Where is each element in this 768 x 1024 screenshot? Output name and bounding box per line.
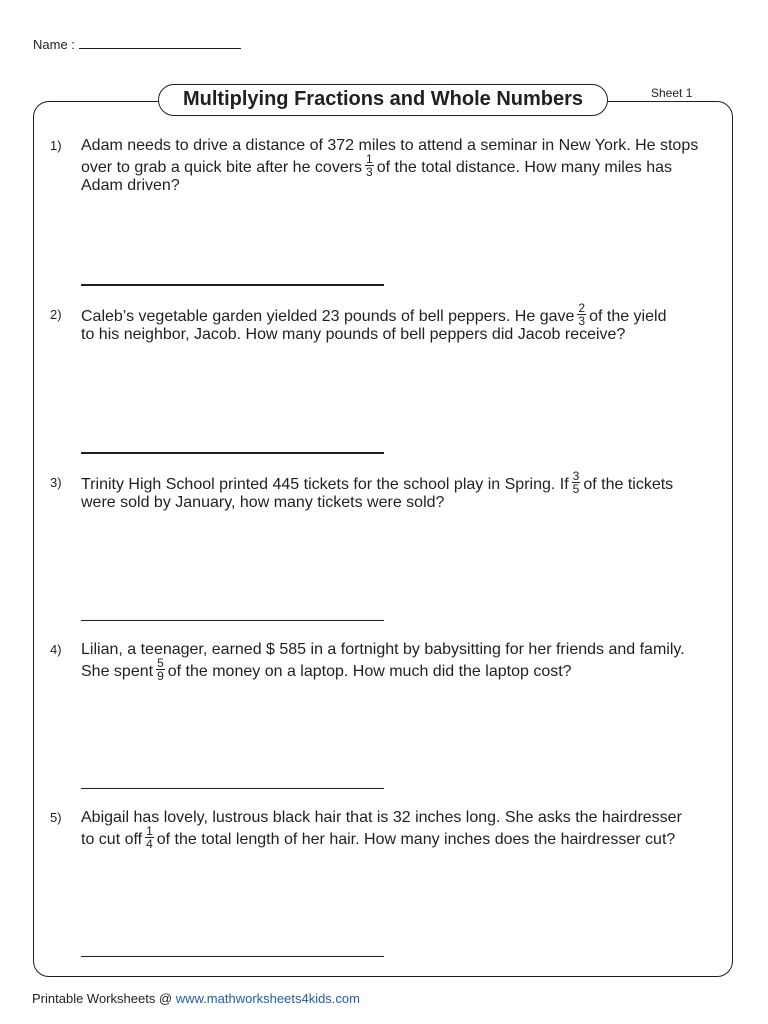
answer-line[interactable] [81, 452, 384, 454]
name-label: Name : [33, 37, 75, 52]
fraction [365, 154, 374, 178]
name-row [33, 36, 241, 52]
question-text-line: to his neighbor, Jacob. How many pounds of bell peppers did Jacob receive? [81, 326, 626, 343]
question-text-line: Adam driven? [81, 177, 180, 194]
question-text-line: Abigail has lovely, lustrous black hair that is 32 inches long. She asks the hairdresser [81, 809, 682, 826]
fraction [145, 826, 154, 850]
worksheet-title: Multiplying Fractions and Whole Numbers [158, 84, 608, 116]
fraction-numerator: 1 [146, 824, 153, 838]
question-number: 4) [50, 642, 62, 657]
answer-line[interactable] [81, 956, 384, 957]
question-text: She spent [81, 663, 154, 681]
question-text: of the tickets [583, 476, 674, 494]
answer-line[interactable] [81, 620, 384, 621]
answer-line[interactable] [81, 788, 384, 789]
fraction-numerator: 3 [572, 469, 580, 483]
question-number: 5) [50, 810, 62, 825]
name-blank-line[interactable] [79, 36, 241, 49]
fraction [156, 658, 165, 682]
fraction-denominator: 4 [146, 837, 153, 851]
question-text-line [81, 824, 729, 852]
question-text: of the total distance. How many miles has [376, 159, 672, 177]
fraction [572, 471, 581, 495]
question-text-line: were sold by January, how many tickets were sold? [81, 494, 445, 511]
fraction-denominator: 3 [578, 314, 586, 328]
answer-line[interactable] [81, 284, 384, 286]
footer-site-link[interactable]: www.mathworksheets4kids.com [175, 991, 360, 1006]
question-text: of the money on a laptop. How much did the laptop cost? [167, 663, 572, 681]
fraction-denominator: 5 [572, 482, 580, 496]
fraction-numerator: 5 [157, 656, 164, 670]
fraction-denominator: 3 [366, 165, 373, 179]
question-text: Caleb’s vegetable garden yielded 23 pounds of bell peppers. He gave [81, 308, 575, 326]
question-text: over to grab a quick bite after he covers [81, 159, 363, 177]
question-text: of the total length of her hair. How many inches does the hairdresser cut? [156, 831, 676, 849]
question-number: 2) [50, 307, 62, 322]
question-text-line [81, 656, 729, 684]
fraction-denominator: 9 [157, 669, 164, 683]
fraction-numerator: 1 [366, 152, 373, 166]
question-number: 3) [50, 475, 62, 490]
question-text: to cut off [81, 831, 143, 849]
question-text-line: Adam needs to drive a distance of 372 miles to attend a seminar in New York. He stops [81, 137, 699, 154]
fraction [577, 303, 586, 327]
footer [32, 991, 360, 1006]
question-text-line: Lilian, a teenager, earned $ 585 in a fortnight by babysitting for her friends and family. [81, 641, 685, 658]
footer-label: Printable Worksheets @ [32, 991, 173, 1006]
question-text: of the yield [589, 308, 667, 326]
sheet-label: Sheet 1 [651, 86, 693, 100]
question-text: Trinity High School printed 445 tickets for the school play in Spring. If [81, 476, 569, 494]
fraction-numerator: 2 [578, 301, 586, 315]
question-number: 1) [50, 138, 62, 153]
